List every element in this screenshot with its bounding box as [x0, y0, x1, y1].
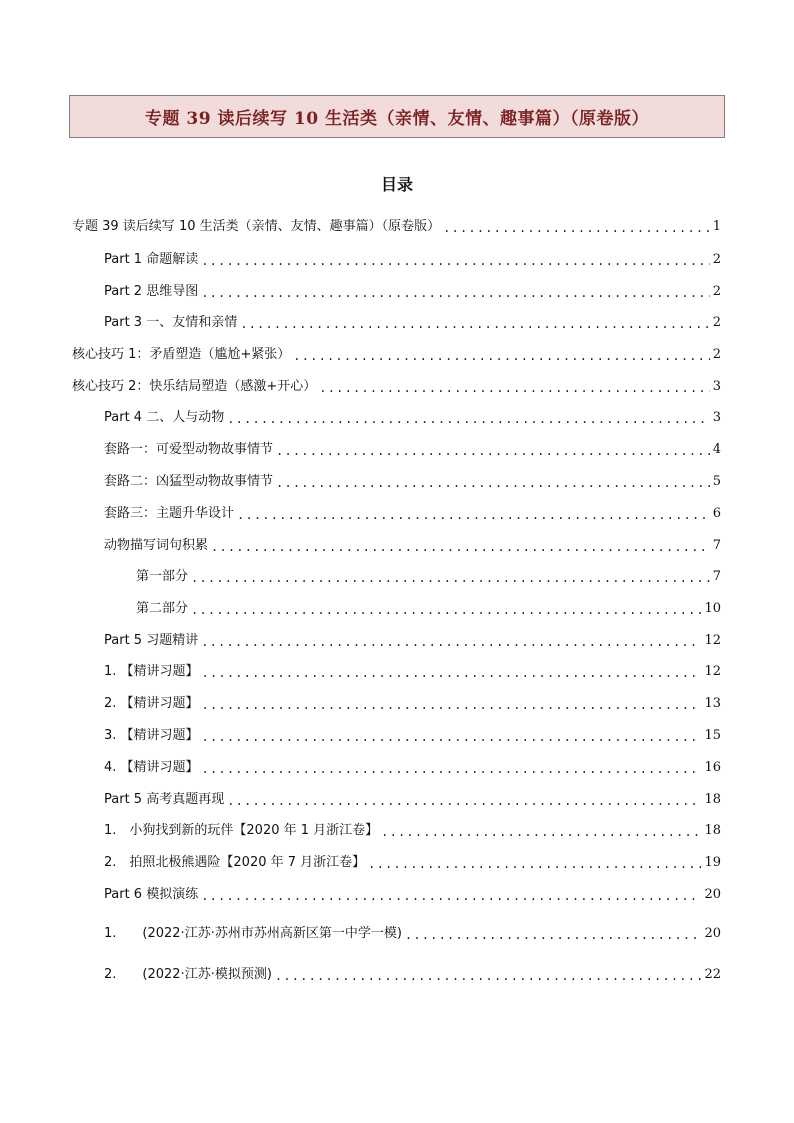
toc-leader: [443, 219, 710, 237]
toc-entry-label: Part 3 一、友情和亲情: [104, 315, 238, 330]
toc-entry[interactable]: [104, 408, 721, 428]
toc-leader: [240, 315, 710, 333]
toc-entry-label: 2. 【精讲习题】: [104, 696, 199, 711]
toc-entry-page: 16: [704, 760, 721, 775]
toc-entry-label: 3. 【精讲习题】: [104, 728, 199, 743]
toc-entry[interactable]: [104, 965, 721, 985]
toc-entry-label: Part 6 模拟演练: [104, 887, 199, 902]
toc-entry-page: 20: [704, 926, 721, 941]
toc-entry[interactable]: [104, 924, 721, 944]
toc-entry-label: 套路二：凶猛型动物故事情节: [104, 474, 274, 489]
toc-entry[interactable]: [104, 282, 721, 302]
toc-entry-page: 3: [712, 410, 721, 425]
toc-leader: [202, 664, 702, 682]
toc-leader: [319, 379, 709, 397]
toc-leader: [227, 410, 710, 428]
toc-entry[interactable]: [104, 790, 721, 810]
toc-entry[interactable]: [104, 472, 721, 492]
toc-entry-page: 18: [704, 792, 721, 807]
toc-entry-page: 7: [712, 569, 721, 584]
toc-entry[interactable]: [104, 694, 721, 714]
toc-leader: [202, 760, 702, 778]
toc-entry-page: 2: [712, 252, 721, 267]
toc-leader: [201, 252, 710, 270]
toc-entry[interactable]: [72, 217, 721, 237]
toc-entry-page: 12: [704, 633, 721, 648]
toc-entry-page: 1: [712, 219, 721, 234]
toc-entry-page: 10: [704, 601, 721, 616]
toc-entry-label: 套路一：可爱型动物故事情节: [104, 442, 274, 457]
toc-entry[interactable]: [104, 853, 721, 873]
toc-entry-page: 19: [704, 855, 721, 870]
toc-entry-page: 15: [704, 728, 721, 743]
toc-entry[interactable]: [72, 345, 721, 365]
toc-entry-page: 3: [712, 379, 721, 394]
toc-leader: [211, 538, 710, 556]
toc-entry[interactable]: [104, 440, 721, 460]
toc-entry-label: 核心技巧 2：快乐结局塑造（感激+开心）: [72, 379, 317, 394]
toc-leader: [191, 569, 710, 587]
toc-entry-label: 2. (2022·江苏·模拟预测): [104, 967, 272, 982]
toc-entry-page: 12: [704, 664, 721, 679]
toc-leader: [275, 967, 702, 985]
toc-leader: [293, 347, 709, 365]
toc-entry-page: 13: [704, 696, 721, 711]
toc-entry[interactable]: [104, 536, 721, 556]
toc-entry-label: Part 5 习题精讲: [104, 633, 199, 648]
toc-entry-label: Part 5 高考真题再现: [104, 792, 225, 807]
toc-entry[interactable]: [104, 504, 721, 524]
toc-entry[interactable]: [72, 377, 721, 397]
toc-entry[interactable]: [104, 885, 721, 905]
toc-leader: [276, 474, 710, 492]
toc-entry-page: 5: [712, 474, 721, 489]
toc-entry-label: Part 2 思维导图: [104, 284, 199, 299]
toc-entry-page: 6: [712, 506, 721, 521]
toc-leader: [227, 792, 701, 810]
toc-entry-label: Part 1 命题解读: [104, 252, 199, 267]
toc-leader: [202, 728, 702, 746]
toc-entry-label: 核心技巧 1：矛盾塑造（尴尬+紧张）: [72, 347, 291, 362]
document-title: 专题 39 读后续写 10 生活类（亲情、友情、趣事篇）（原卷版）: [145, 109, 649, 129]
title-box: [69, 95, 725, 138]
toc-entry-label: Part 4 二、人与动物: [104, 410, 225, 425]
toc-entry[interactable]: [136, 599, 721, 619]
toc-entry[interactable]: [104, 313, 721, 333]
toc-entry-page: 22: [704, 967, 721, 982]
toc-entry-label: 套路三：主题升华设计: [104, 506, 235, 521]
toc-entry-page: 20: [704, 887, 721, 902]
toc-entry-page: 2: [712, 347, 721, 362]
toc-entry-label: 专题 39 读后续写 10 生活类（亲情、友情、趣事篇）（原卷版）: [72, 219, 441, 234]
toc-entry-page: 18: [704, 823, 721, 838]
toc-heading: 目录: [380, 175, 413, 194]
toc-entry[interactable]: [104, 631, 721, 651]
toc-entry[interactable]: [104, 821, 721, 841]
toc-entry-label: 1. 【精讲习题】: [104, 664, 199, 679]
toc-entry-label: 第一部分: [136, 569, 189, 584]
toc-entry-label: 2. 拍照北极熊遇险【2020 年 7 月浙江卷】: [104, 855, 366, 870]
toc-leader: [368, 855, 701, 873]
toc-entry-page: 2: [712, 315, 721, 330]
toc-entry[interactable]: [136, 567, 721, 587]
toc-leader: [201, 284, 710, 302]
toc-entry[interactable]: [104, 758, 721, 778]
toc-entry[interactable]: [104, 726, 721, 746]
toc-entry-label: 动物描写词句积累: [104, 538, 209, 553]
toc-leader: [237, 506, 710, 524]
toc-entry-page: 7: [712, 538, 721, 553]
toc-entry-label: 1. 小狗找到新的玩伴【2020 年 1 月浙江卷】: [104, 823, 379, 838]
toc-leader: [381, 823, 701, 841]
toc-entry[interactable]: [104, 662, 721, 682]
toc-entry-label: 4. 【精讲习题】: [104, 760, 199, 775]
toc-entry-label: 第二部分: [136, 601, 189, 616]
toc-entry-page: 4: [712, 442, 721, 457]
toc-entry-label: 1. (2022·江苏·苏州市苏州高新区第一中学一模): [104, 926, 402, 941]
toc-leader: [276, 442, 710, 460]
toc-leader: [201, 633, 701, 651]
toc-entry[interactable]: [104, 250, 721, 270]
toc-leader: [191, 601, 701, 619]
toc-entry-page: 2: [712, 284, 721, 299]
toc-leader: [405, 926, 702, 944]
toc-leader: [202, 696, 702, 714]
toc-leader: [201, 887, 701, 905]
